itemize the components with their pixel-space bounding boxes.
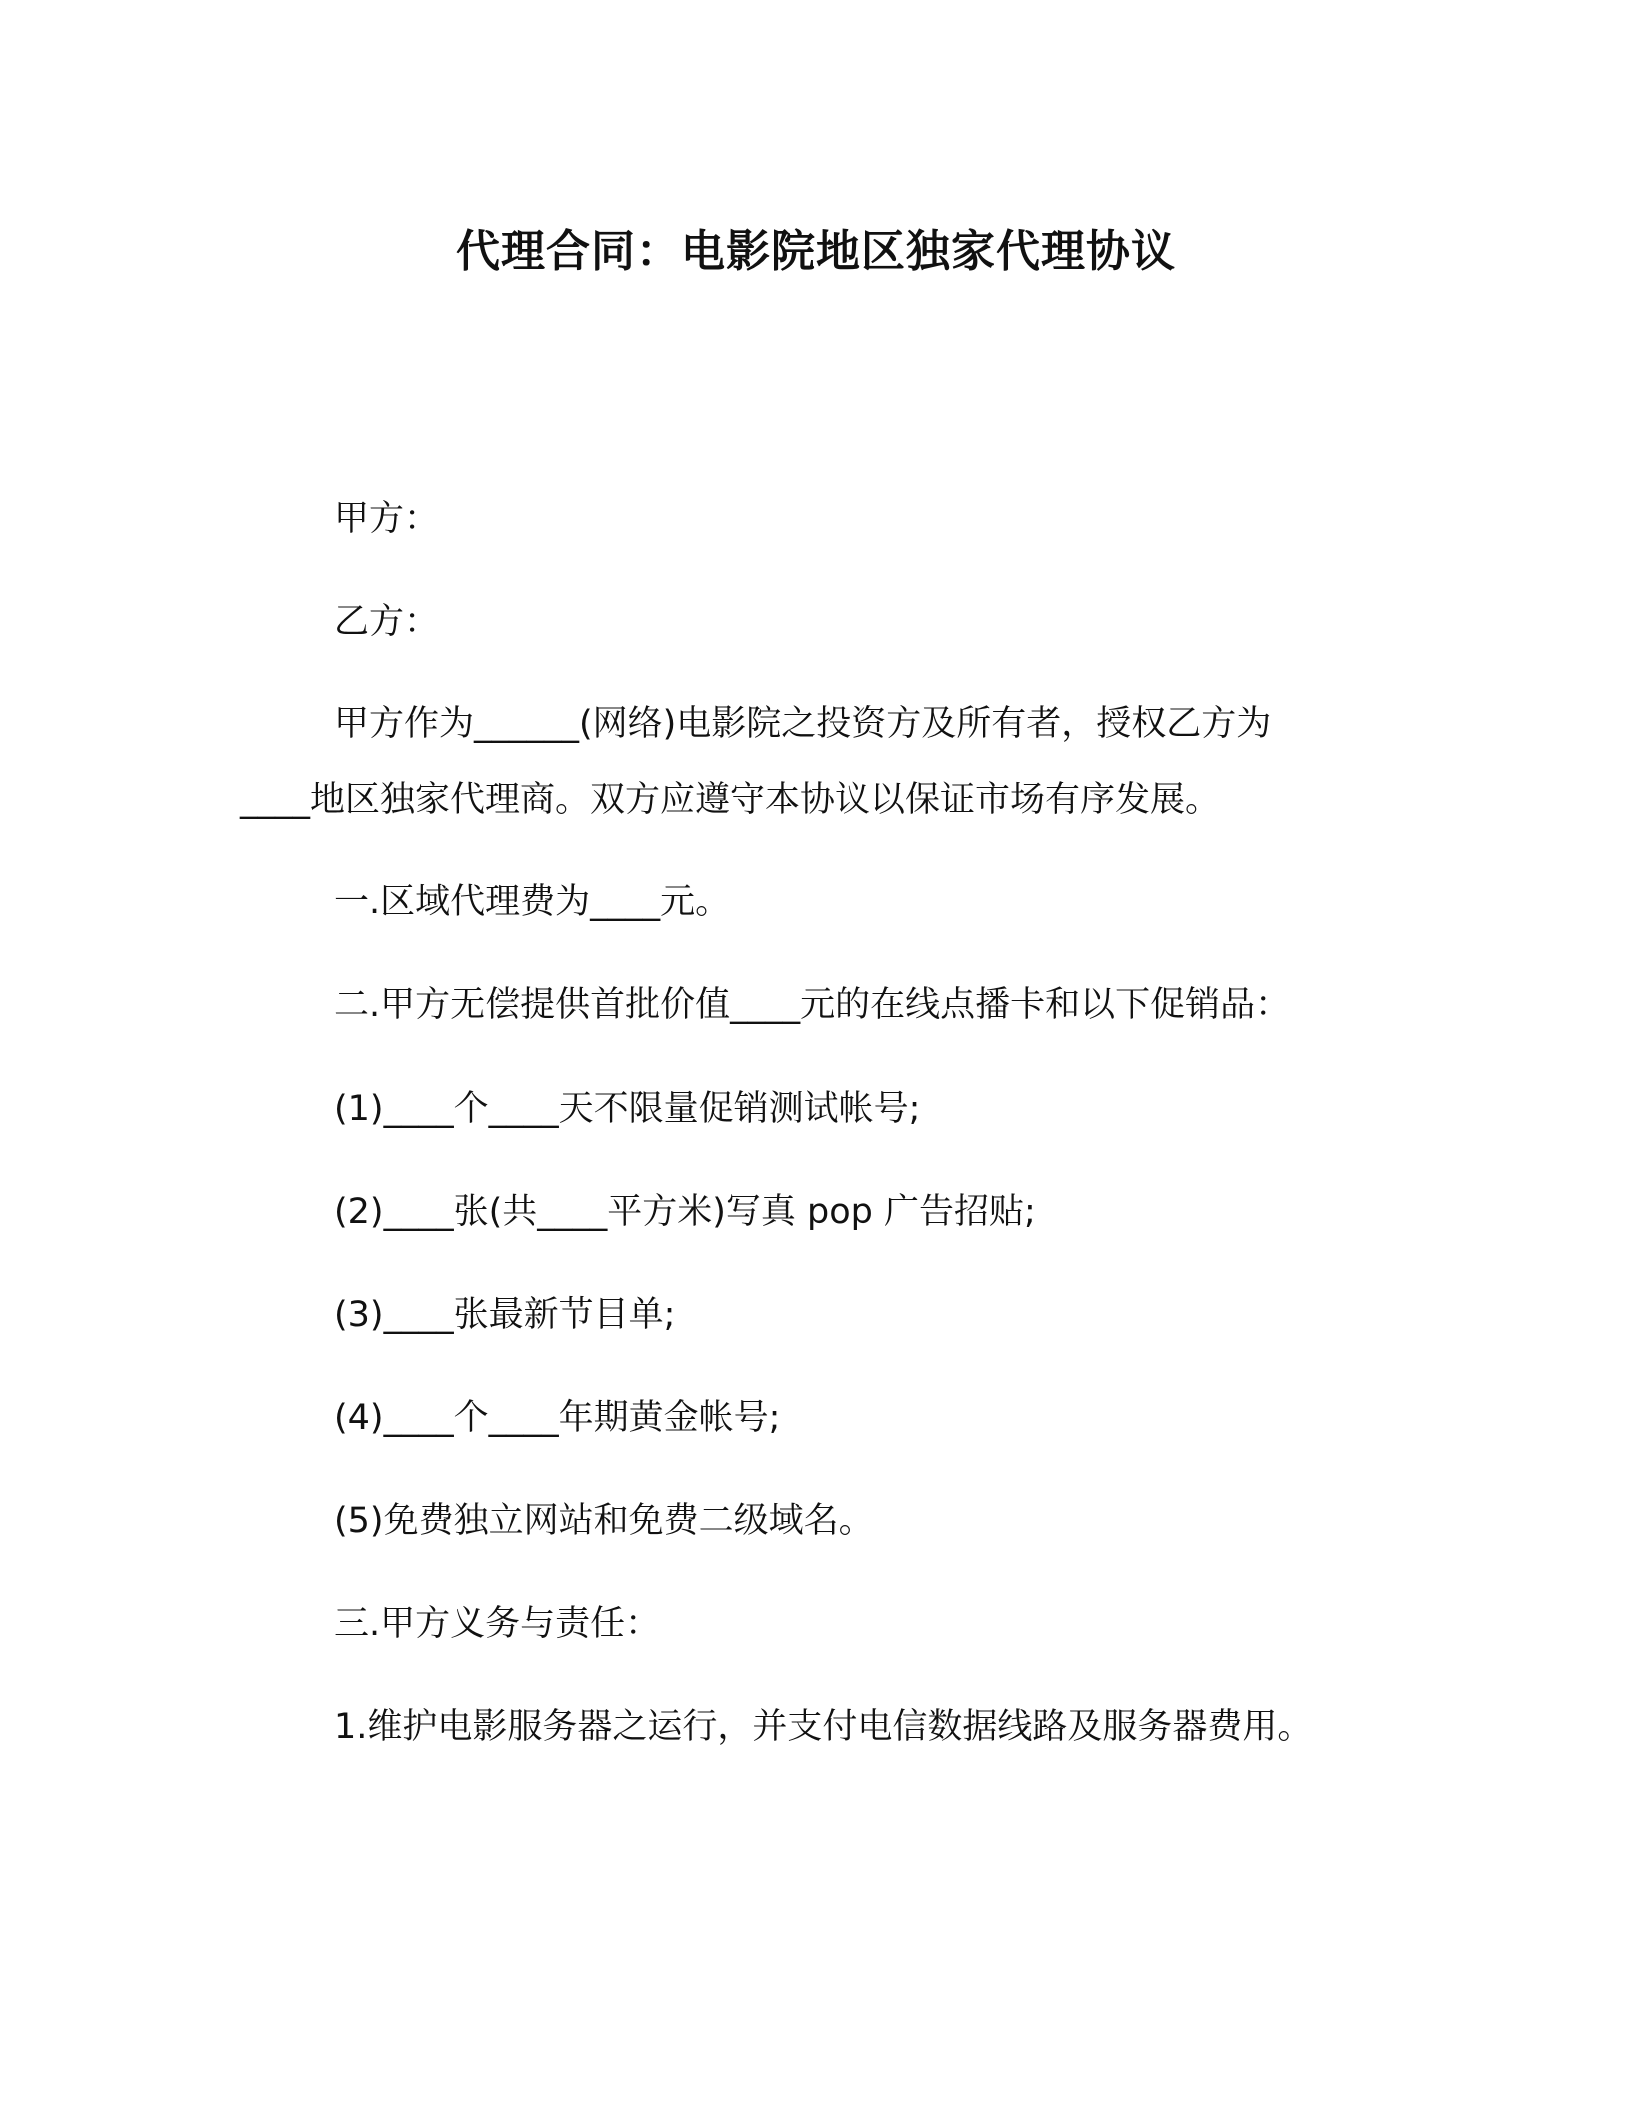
list-item: (4)____个____年期黄金帐号; [334,1398,781,1438]
clause-3-item-1: 1.维护电影服务器之运行，并支付电信数据线路及服务器费用。 [334,1707,1313,1747]
list-item: (2)____张(共____平方米)写真 pop 广告招贴; [334,1192,1036,1232]
clause-2: 二.甲方无偿提供首批价值____元的在线点播卡和以下促销品： [334,985,1291,1025]
document-title: 代理合同：电影院地区独家代理协议 [456,226,1176,277]
party-a-label: 甲方： [334,499,440,539]
list-item: (3)____张最新节目单; [334,1295,676,1335]
list-item: (5)免费独立网站和免费二级域名。 [334,1501,874,1541]
list-item: (1)____个____天不限量促销测试帐号; [334,1089,921,1129]
intro-paragraph-line-2: ____地区独家代理商。双方应遵守本协议以保证市场有序发展。 [240,780,1221,820]
clause-3: 三.甲方义务与责任： [334,1604,661,1644]
party-b-label: 乙方： [334,602,440,642]
clause-1: 一.区域代理费为____元。 [334,882,731,922]
intro-paragraph-line-1: 甲方作为______(网络)电影院之投资方及所有者，授权乙方为 [334,704,1272,744]
